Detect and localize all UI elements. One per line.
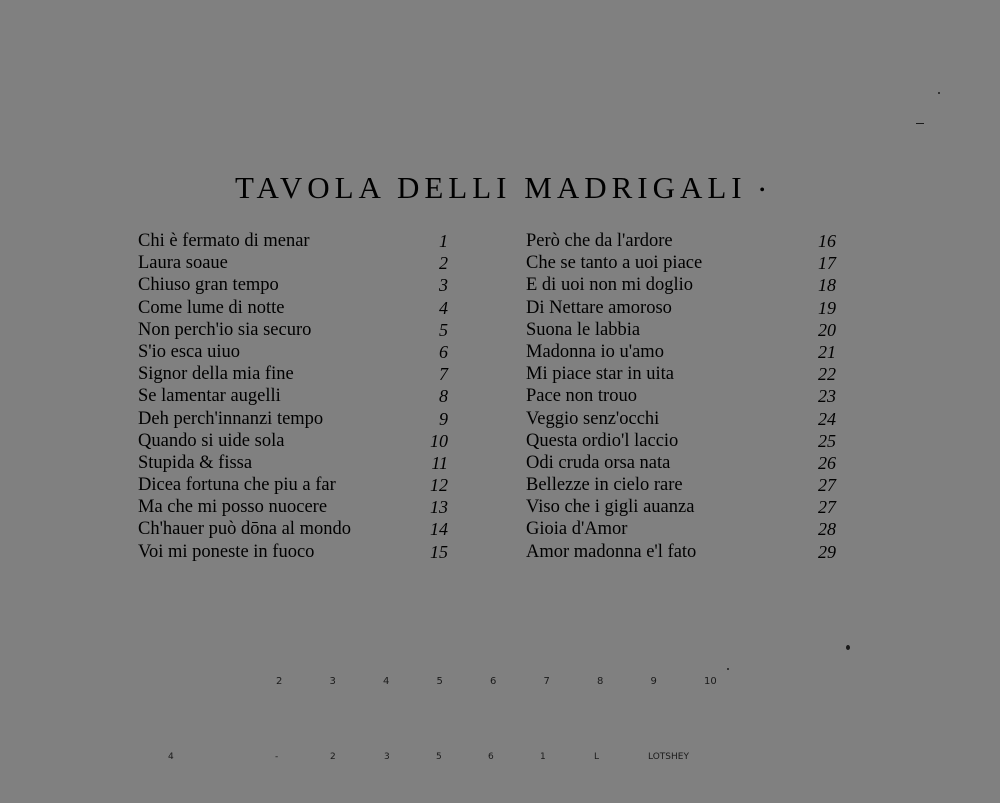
madrigal-title: Di Nettare amoroso xyxy=(526,297,672,318)
madrigal-title: Quando si uide sola xyxy=(138,430,285,451)
ruler-number: 7 xyxy=(543,676,550,687)
ink-speck xyxy=(938,92,940,94)
ink-speck xyxy=(916,123,924,124)
madrigal-title: Gioia d'Amor xyxy=(526,519,628,540)
index-left-entry xyxy=(138,319,448,341)
madrigal-title: Però che da l'ardore xyxy=(526,231,673,251)
page-number: 17 xyxy=(818,253,836,274)
page-title xyxy=(0,170,1000,209)
index-left-entry xyxy=(138,274,448,296)
madrigal-title: Amor madonna e'l fato xyxy=(526,541,697,562)
index-left-entry xyxy=(138,252,448,274)
footer-mark: 3 xyxy=(384,752,390,762)
index-right-entry xyxy=(526,319,836,341)
page-number: 1 xyxy=(439,231,448,251)
page-number: 24 xyxy=(818,408,836,429)
index-right-entry xyxy=(526,474,836,496)
ruler-number: 5 xyxy=(436,676,443,687)
page-number: 29 xyxy=(818,541,836,562)
footer-mark: L xyxy=(594,752,600,762)
madrigal-title: Suona le labbia xyxy=(526,319,641,340)
index-right-entry xyxy=(526,341,836,363)
index-left-entry xyxy=(138,341,448,363)
madrigal-title: Non perch'io sia securo xyxy=(138,319,312,340)
page-number: 21 xyxy=(818,341,836,362)
page-number: 6 xyxy=(439,341,448,362)
footer-mark: 2 xyxy=(330,752,336,762)
page-number: 8 xyxy=(439,386,448,407)
footer-mark: 6 xyxy=(488,752,494,762)
page-number: 14 xyxy=(430,519,448,540)
madrigal-title: Signor della mia fine xyxy=(138,364,294,385)
madrigal-title: Se lamentar augelli xyxy=(138,386,281,407)
page-number: 3 xyxy=(439,275,448,296)
index-right-entry xyxy=(526,297,836,319)
madrigal-title: Che se tanto a uoi piace xyxy=(526,253,703,274)
madrigal-title: Chi è fermato di menar xyxy=(138,231,310,251)
index-right-entry xyxy=(526,430,836,452)
page-number: 18 xyxy=(818,275,836,296)
footer-mark: 1 xyxy=(540,752,546,762)
index-right-entry xyxy=(526,274,836,296)
page-number: 4 xyxy=(439,297,448,318)
madrigal-title: Deh perch'innanzi tempo xyxy=(138,408,324,429)
page-number: 16 xyxy=(818,231,836,251)
title-mark: • xyxy=(759,181,765,199)
index-right-entry xyxy=(526,252,836,274)
madrigal-title: Laura soaue xyxy=(138,253,228,274)
index-left-entry xyxy=(138,363,448,385)
madrigal-title: Bellezze in cielo rare xyxy=(526,475,683,496)
footer-mark: LOTSHEY xyxy=(648,752,689,762)
ruler-number: 10 xyxy=(704,676,717,687)
ruler-number: 3 xyxy=(329,676,336,687)
page-number: 11 xyxy=(431,452,448,473)
footer-mark: 4 xyxy=(168,752,174,762)
ruler-number: 6 xyxy=(490,676,497,687)
madrigal-title: Pace non trouo xyxy=(526,386,637,407)
index-right-entry xyxy=(526,363,836,385)
madrigal-title: E di uoi non mi doglio xyxy=(526,275,694,296)
madrigal-title: Voi mi poneste in fuoco xyxy=(138,541,315,562)
page-number: 20 xyxy=(818,319,836,340)
index-left-entry xyxy=(138,430,448,452)
page-number: 26 xyxy=(818,452,836,473)
index-right-entry xyxy=(526,496,836,518)
ruler-number: 9 xyxy=(650,676,657,687)
index-left-entry xyxy=(138,297,448,319)
page-number: 12 xyxy=(430,475,448,496)
madrigal-title: Viso che i gigli auanza xyxy=(526,497,695,518)
page-number: 13 xyxy=(430,497,448,518)
page-number: 22 xyxy=(818,364,836,385)
index-left-entry xyxy=(138,518,448,540)
index-column-right xyxy=(526,230,836,563)
madrigal-title: Veggio senz'occhi xyxy=(526,408,660,429)
index-left-entry xyxy=(138,408,448,430)
page-number: 10 xyxy=(430,430,448,451)
footer-mark: 5 xyxy=(436,752,442,762)
ruler-number: 2 xyxy=(276,676,283,687)
index-left-entry xyxy=(138,230,448,252)
index-left-entry xyxy=(138,452,448,474)
index-right-entry xyxy=(526,408,836,430)
madrigal-title: Madonna io u'amo xyxy=(526,341,664,362)
page-number: 23 xyxy=(818,386,836,407)
page-number: 7 xyxy=(439,364,448,385)
footer-marks xyxy=(0,752,1000,768)
index-left-entry xyxy=(138,385,448,407)
ruler-scale xyxy=(0,676,1000,696)
index-right-entry xyxy=(526,518,836,540)
footer-mark: - xyxy=(275,752,279,762)
index-left-entry xyxy=(138,496,448,518)
index-right-entry xyxy=(526,541,836,563)
index-column-left xyxy=(138,230,448,563)
index-right-entry xyxy=(526,452,836,474)
page-number: 15 xyxy=(430,541,448,562)
page-number: 9 xyxy=(439,408,448,429)
madrigal-title: Questa ordio'l laccio xyxy=(526,430,679,451)
index-right-entry xyxy=(526,230,836,252)
madrigal-title: Mi piace star in uita xyxy=(526,364,674,385)
page-number: 5 xyxy=(439,319,448,340)
madrigal-title: Chiuso gran tempo xyxy=(138,275,279,296)
ink-speck xyxy=(727,668,729,670)
index-right-entry xyxy=(526,385,836,407)
madrigal-title: Odi cruda orsa nata xyxy=(526,452,671,473)
page-number: 27 xyxy=(818,497,836,518)
page-number: 28 xyxy=(818,519,836,540)
madrigal-title: Dicea fortuna che piu a far xyxy=(138,475,336,496)
madrigal-title: Ma che mi posso nuocere xyxy=(138,497,328,518)
page-number: 27 xyxy=(818,475,836,496)
index-left-entry xyxy=(138,541,448,563)
madrigal-title: Come lume di notte xyxy=(138,297,285,318)
ruler-number: 4 xyxy=(383,676,390,687)
madrigal-title: S'io esca uiuo xyxy=(138,341,240,362)
madrigal-title: Ch'hauer può dōna al mondo xyxy=(138,519,351,540)
page-number: 19 xyxy=(818,297,836,318)
page-number: 2 xyxy=(439,253,448,274)
page-number: 25 xyxy=(818,430,836,451)
title-text: TAVOLA DELLI MADRIGALI xyxy=(235,170,747,205)
ruler-number: 8 xyxy=(597,676,604,687)
index-left-entry xyxy=(138,474,448,496)
madrigal-title: Stupida & fissa xyxy=(138,452,253,473)
ink-speck xyxy=(846,645,850,650)
